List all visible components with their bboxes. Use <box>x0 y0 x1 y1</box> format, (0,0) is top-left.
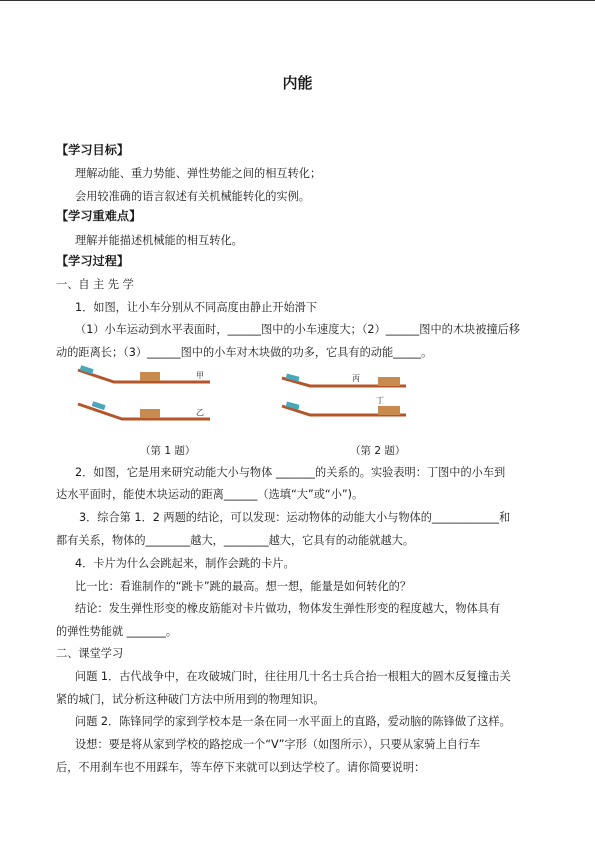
problem-2-idea-a: 设想：要是将从家到学校的路挖成一个“V”字形（如图所示），只要从家骑上自行车 <box>75 738 481 751</box>
part1-heading: 一、自 主 先 学 <box>56 278 134 291</box>
part2-heading: 二、课堂学习 <box>56 647 124 660</box>
problem-1-line-a: 问题 1．古代战争中，在攻破城门时，往往用几十名士兵合抬一根粗大的圆木反复撞击关 <box>75 670 511 683</box>
goal-1: 理解动能、重力势能、弹性势能之间的相互转化； <box>75 167 322 180</box>
caption-1: （第 1 题） <box>140 445 196 457</box>
figure-2 <box>278 366 413 428</box>
q1: 1．如图，让小车分别从不同高度由静止开始滑下 <box>75 301 318 314</box>
figure-1 <box>74 364 214 428</box>
key-1: 理解并能描述机械能的相互转化。 <box>75 234 243 247</box>
compare: 比一比：看谁制作的“跳卡”跳的最高。想一想，能量是如何转化的？ <box>75 580 412 593</box>
q3-line-a: 3．综合第 1．2 两题的结论，可以发现：运动物体的动能大小与物体的____________和 <box>79 511 511 524</box>
label-bing: 丙 <box>352 374 360 383</box>
q1-line-a: （1）小车运动到水平表面时，______图中的小车速度大；（2）______图中的木块被撞后移 <box>75 323 520 336</box>
q2-line-a: 2．如图，它是用来研究动能大小与物体 _______的关系的。实验表明：丁图中的小车到 <box>75 466 506 479</box>
q1-line-b: 动的距离长；（3）______图中的小车对木块做的功多，它具有的动能_____。 <box>56 346 433 359</box>
goal-heading: 【学习目标】 <box>56 143 130 157</box>
ramp-jia <box>78 365 210 382</box>
ramp-yi <box>78 401 210 419</box>
ramp-ding <box>282 396 406 415</box>
goal-2: 会用较准确的语言叙述有关机械能转化的实例。 <box>75 190 310 203</box>
problem-1-line-b: 紧的城门，试分析这种破门方法中所用到的物理知识。 <box>56 693 325 706</box>
ramp-bing <box>282 374 406 386</box>
conclusion-line-b: 的弹性势能就 _______。 <box>56 625 178 638</box>
caption-2: （第 2 题） <box>350 445 406 457</box>
q2-line-b: 达水平面时，能使木块运动的距离______（选填“大”或“小”)。 <box>56 488 364 501</box>
problem-2: 问题 2．陈锋同学的家到学校本是一条在同一水平面上的直路，爱动脑的陈锋做了这样。 <box>75 715 511 728</box>
q4: 4．卡片为什么会跳起来，制作会跳的卡片。 <box>75 557 295 570</box>
label-jia: 甲 <box>196 371 204 380</box>
q3-line-b: 都有关系，物体的________越大，________越大，它具有的动能就越大。 <box>56 534 415 547</box>
label-ding: 丁 <box>376 396 384 405</box>
conclusion-line-a: 结论：发生弹性形变的橡皮筋能对卡片做功，物体发生弹性形变的程度越大，物体具有 <box>75 602 501 615</box>
problem-2-idea-b: 后，不用刹车也不用踩车，等车停下来就可以到达学校了。请你简要说明： <box>56 761 426 774</box>
process-heading: 【学习过程】 <box>56 254 130 268</box>
label-yi: 乙 <box>196 408 204 417</box>
page-title: 内能 <box>282 74 313 92</box>
key-heading: 【学习重难点】 <box>56 209 142 223</box>
